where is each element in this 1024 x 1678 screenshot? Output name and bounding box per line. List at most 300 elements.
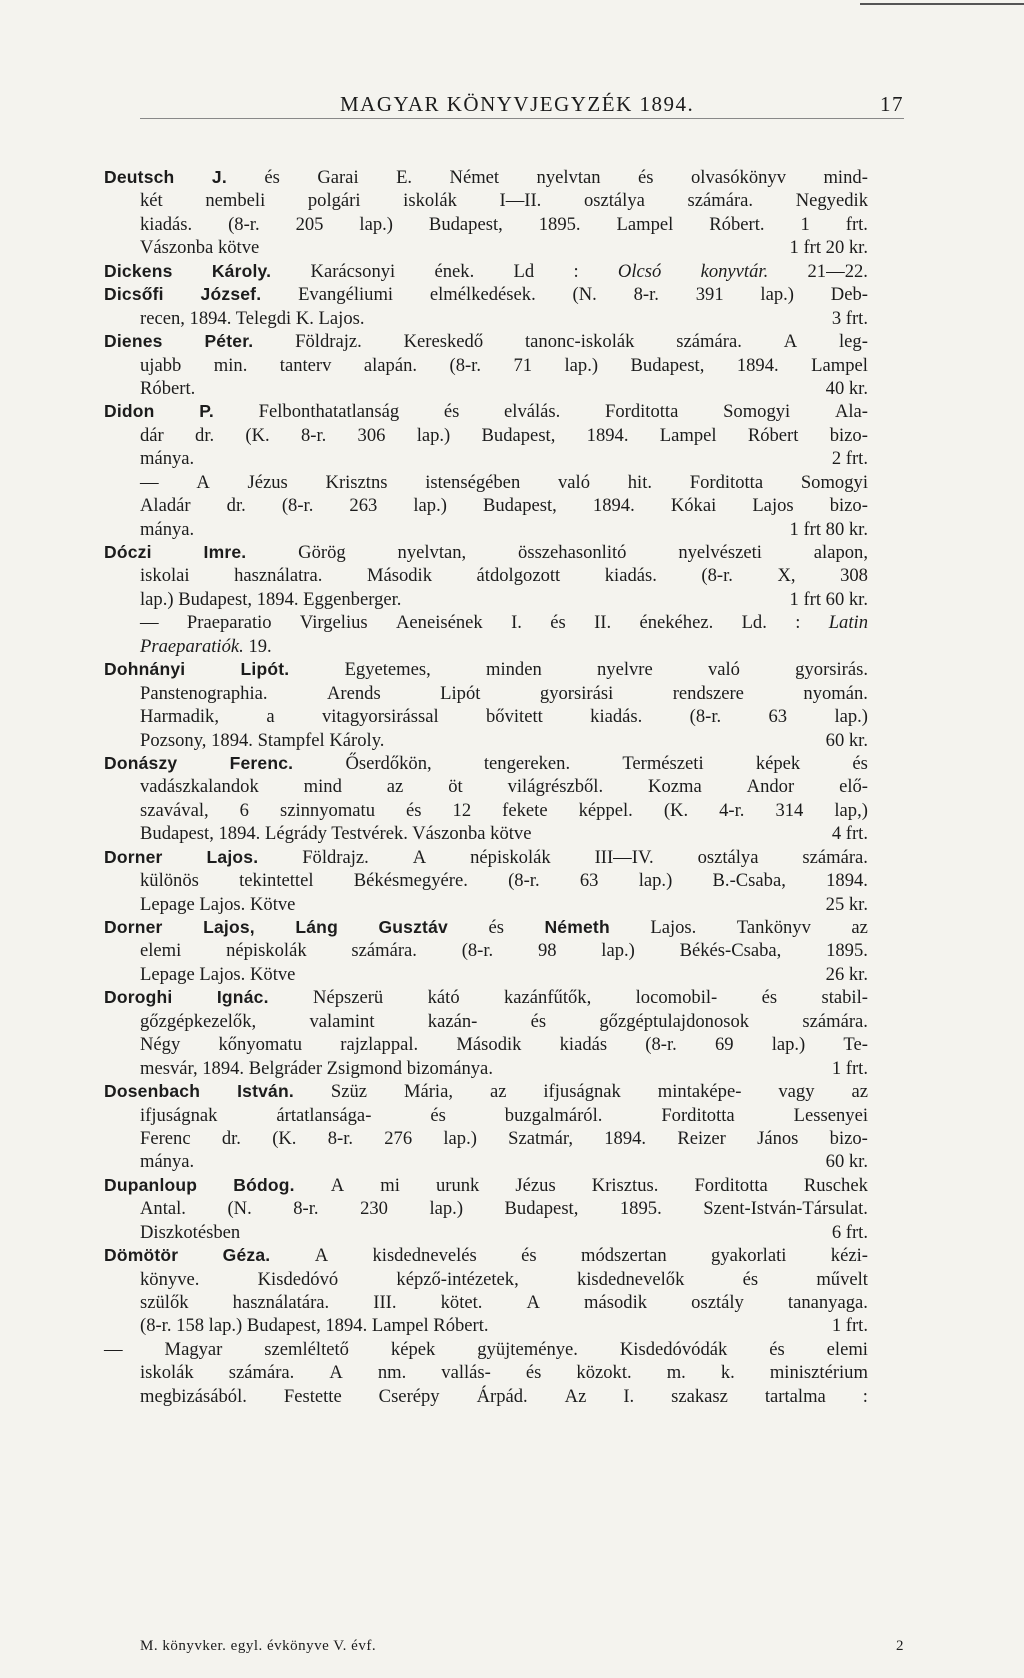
line-text: [140, 893, 295, 916]
word: Görög: [298, 542, 346, 563]
price: 1 frt 20 kr.: [789, 237, 868, 259]
text-line: [104, 822, 868, 845]
word: tekintettel: [239, 870, 314, 892]
text-segment: Pozsony, 1894. Stampfel Károly.: [140, 729, 385, 751]
line-text: [140, 729, 384, 752]
word: 1895.: [538, 213, 581, 235]
word: Arends: [327, 682, 381, 704]
word: olvasókönyv: [690, 167, 787, 188]
word: I.: [511, 612, 522, 634]
line-text: [140, 799, 868, 822]
word: m.: [666, 1362, 686, 1384]
word: 12: [452, 799, 472, 821]
word: osztálya: [583, 190, 645, 212]
word: használatra.: [234, 565, 323, 587]
line-text: [140, 1033, 868, 1056]
word: kisdednevelők: [576, 1268, 685, 1290]
word: A: [526, 1292, 540, 1313]
text-line: [104, 213, 868, 236]
word: Jézus: [515, 1174, 556, 1196]
line-text: [140, 307, 365, 330]
word: képző-intézetek,: [396, 1268, 519, 1290]
word: mintaképe-: [657, 1081, 742, 1103]
word: 69: [714, 1034, 734, 1056]
word: és: [769, 1338, 785, 1360]
word: 1894.: [586, 424, 629, 446]
word: X,: [777, 565, 796, 587]
text-line: [104, 1385, 868, 1408]
line-text: [104, 916, 868, 939]
header-rule: [140, 118, 904, 119]
word: iskolák: [403, 190, 457, 212]
text-line: [104, 729, 868, 752]
word: iskolák: [140, 1362, 194, 1384]
word: és: [430, 1104, 446, 1126]
text-line: [104, 588, 868, 611]
price: 1 frt 80 kr.: [789, 518, 868, 540]
text-line: [104, 986, 868, 1009]
word: :: [862, 1385, 868, 1407]
word: és: [525, 1362, 542, 1384]
word: és: [264, 167, 280, 188]
text-segment: recen, 1894. Telegdi K. Lajos.: [140, 307, 365, 329]
text-segment: Diszkotésben: [140, 1221, 241, 1243]
word: Budapest,: [630, 354, 705, 376]
word: Negyedik: [795, 190, 868, 212]
word: (8-r.: [689, 706, 722, 728]
word: és: [530, 1010, 547, 1032]
word: művelt: [816, 1268, 868, 1290]
word: gyorsirási: [539, 682, 614, 704]
text-line: [104, 1314, 868, 1337]
author-name: Dicsőfi: [104, 284, 164, 305]
word: tartalma: [764, 1385, 826, 1407]
text-line: [104, 424, 868, 447]
price: 1 frt.: [831, 1315, 868, 1337]
line-text: [140, 611, 868, 634]
price: 1 frt.: [831, 1057, 868, 1079]
line-text: [140, 963, 295, 986]
text-line: [104, 1197, 868, 1220]
word: 1894.: [604, 1127, 647, 1149]
word: kiadás: [559, 1034, 608, 1056]
text-line: [104, 518, 868, 541]
word: Német: [449, 167, 500, 188]
word: :: [795, 612, 801, 634]
word: k.: [720, 1362, 735, 1384]
line-text: [140, 471, 868, 494]
word: és: [488, 917, 504, 938]
word: leg-: [838, 331, 868, 353]
line-text: [140, 236, 259, 259]
author-name: Láng: [295, 917, 338, 937]
word: 314: [775, 799, 804, 821]
word: képpel.: [578, 799, 633, 821]
word: alapon,: [813, 542, 868, 563]
word: 1894.: [592, 495, 635, 517]
word: az: [489, 1081, 507, 1103]
line-text: [140, 494, 868, 517]
word: (8-r.: [281, 495, 314, 517]
author-name: Lajos.: [206, 846, 259, 867]
line-text: [104, 283, 868, 306]
word: Krisztns: [325, 471, 388, 493]
word: az: [386, 776, 404, 798]
word: rendszere: [672, 682, 744, 704]
text-line: [104, 236, 868, 259]
text-line: [104, 658, 868, 681]
text-line: [104, 1057, 868, 1080]
word: kőnyomatu: [218, 1034, 303, 1056]
text-line: [104, 1244, 868, 1267]
word: lap.): [771, 1034, 806, 1056]
word: Somogyi: [800, 471, 868, 493]
text-line: [104, 354, 868, 377]
word: bővitett: [486, 706, 543, 728]
word: (K.: [245, 424, 270, 446]
word: szinnyomatu: [279, 799, 376, 821]
word: Második: [366, 565, 433, 587]
word: 230: [360, 1198, 388, 1220]
word: (8-r.: [508, 870, 540, 892]
word: konyvtár.: [700, 260, 769, 282]
line-text: [140, 189, 868, 212]
word: Ld.: [741, 612, 767, 634]
word: 391: [695, 284, 724, 306]
word: (8-r.: [701, 565, 733, 587]
page-header: [140, 92, 904, 117]
word: nyomán.: [803, 682, 868, 704]
text-line: [104, 260, 868, 283]
catalog-entries: [104, 166, 868, 1408]
text-line: [104, 1221, 868, 1244]
word: lap.): [564, 354, 599, 376]
author-name: Gusztáv: [378, 917, 448, 937]
line-text: [140, 705, 868, 728]
text-line: [104, 471, 868, 494]
word: 1895.: [619, 1198, 662, 1220]
line-text: [140, 775, 868, 798]
text-line: [104, 893, 868, 916]
author-name: Dorner: [104, 846, 163, 867]
author-name: Dömötör: [104, 1245, 179, 1266]
word: öt: [448, 776, 463, 798]
word: kiadás.: [140, 213, 193, 235]
word: nyelvészeti: [678, 542, 762, 563]
text-line: [104, 1150, 868, 1173]
word: Karácsonyi: [310, 260, 396, 282]
word: dár: [140, 424, 164, 446]
word: és: [521, 1245, 537, 1267]
word: Szatmár,: [508, 1127, 573, 1149]
line-text: [140, 682, 868, 705]
text-segment: (8-r. 158 lap.) Budapest, 1894. Lampel Róbert.: [140, 1315, 489, 1337]
word: ifjuságnak: [543, 1081, 621, 1103]
author-name: Lajos,: [203, 917, 255, 937]
word: kisdednevelés: [372, 1245, 477, 1267]
author-name: Bódog.: [233, 1174, 295, 1195]
line-text: [140, 588, 401, 611]
line-text: [140, 1010, 868, 1033]
word: 63: [768, 706, 788, 728]
word: Ala-: [834, 401, 868, 423]
word: Aeneisének: [396, 612, 483, 634]
word: osztálya: [697, 846, 759, 868]
text-segment: mánya.: [140, 1151, 195, 1173]
word: Őserdőkön,: [345, 752, 432, 774]
word: 6: [239, 799, 249, 821]
word: lap.): [834, 706, 868, 728]
word: és: [406, 799, 422, 821]
word: vallás-: [441, 1362, 491, 1384]
word: tanonc-iskolák: [524, 331, 635, 353]
running-title: MAGYAR KÖNYVJEGYZÉK 1894.: [340, 92, 695, 116]
line-text: [140, 1197, 868, 1220]
line-text: [140, 354, 868, 377]
price: 3 frt.: [831, 307, 868, 329]
word: urunk: [435, 1174, 480, 1196]
word: —: [140, 612, 159, 634]
word: tananyaga.: [787, 1292, 868, 1313]
word: (N.: [572, 284, 597, 306]
author-name: Dohnányi: [104, 659, 186, 680]
author-name: Géza.: [222, 1245, 271, 1266]
word: Népszerü: [313, 987, 384, 1009]
word: Lajos: [752, 495, 794, 517]
line-text: [104, 1244, 868, 1267]
word: Lampel: [659, 424, 717, 446]
word: (8-r.: [228, 213, 260, 235]
word: való: [707, 659, 740, 681]
word: Panstenographia.: [140, 682, 268, 704]
word: lap.): [638, 870, 673, 892]
text-line: [104, 1127, 868, 1150]
author-name: Károly.: [211, 260, 272, 281]
word: nyelvre: [596, 659, 653, 681]
word: Ld: [513, 260, 535, 282]
author-name: Ferenc.: [229, 752, 294, 773]
text-line: [104, 799, 868, 822]
word: minisztérium: [769, 1362, 868, 1384]
word: szemléltető: [264, 1338, 349, 1360]
line-text: [104, 260, 868, 283]
word: Mária,: [403, 1081, 453, 1103]
word: elemi: [140, 940, 182, 962]
word: Deb-: [830, 284, 868, 306]
word: stabil-: [821, 987, 868, 1009]
line-text: [140, 1221, 240, 1244]
word: dr.: [226, 495, 246, 517]
word: lap.): [416, 424, 451, 446]
word: A: [783, 331, 798, 353]
author-name: István.: [237, 1081, 294, 1102]
line-text: [140, 213, 868, 236]
word: János: [757, 1127, 799, 1149]
price: 25 kr.: [825, 893, 868, 915]
word: vadászkalandok: [140, 776, 259, 798]
line-text: [140, 1150, 194, 1173]
author-name: Doroghi: [104, 987, 173, 1008]
line-text: [104, 658, 868, 681]
word: nm.: [377, 1362, 407, 1384]
line-text: [140, 377, 195, 400]
footer-sheet-number: 2: [896, 1638, 904, 1654]
line-text: [104, 166, 868, 189]
text-line: [104, 564, 868, 587]
scan-edge-line: [860, 3, 1024, 5]
word: Földrajz.: [302, 846, 369, 868]
word: (8-r.: [449, 354, 481, 376]
word: Budapest,: [504, 1198, 579, 1220]
word: kötet.: [440, 1292, 483, 1313]
word: szakasz: [671, 1385, 728, 1407]
word: Az: [564, 1385, 587, 1407]
word: :: [573, 260, 579, 282]
word: E.: [396, 167, 413, 188]
word: kazán-: [427, 1010, 478, 1032]
word: Lipót: [440, 682, 481, 704]
text-segment: Lepage Lajos. Kötve: [140, 963, 296, 985]
word: Békésmegyére.: [353, 870, 468, 892]
line-text: [140, 1268, 868, 1291]
word: A: [196, 471, 210, 493]
word: 263: [349, 495, 378, 517]
author-name: Németh: [544, 917, 610, 937]
line-text: [140, 518, 194, 541]
word: elő-: [839, 776, 868, 798]
word: 306: [357, 424, 386, 446]
word: osztály: [691, 1292, 744, 1313]
word: és: [761, 987, 778, 1009]
word: és: [742, 1268, 759, 1290]
word: Tankönyv: [736, 917, 811, 938]
word: lap.): [359, 213, 393, 235]
word: Kozma: [648, 776, 702, 798]
text-segment: Vászonba kötve: [140, 237, 260, 259]
word: Forditotta: [694, 1174, 768, 1196]
author-name: Lipót.: [240, 659, 290, 680]
word: ujabb: [140, 354, 182, 376]
word: való: [557, 471, 590, 493]
word: Lampel: [616, 213, 674, 235]
price: 4 frt.: [831, 823, 868, 845]
word: lap,): [834, 799, 868, 821]
word: Lessenyei: [793, 1104, 868, 1126]
word: iskolai: [140, 565, 190, 587]
line-text: [104, 330, 868, 353]
word: Budapest,: [482, 495, 557, 517]
word: szavával,: [140, 799, 209, 821]
text-line: [104, 307, 868, 330]
word: 63: [579, 870, 599, 892]
word: és: [638, 167, 654, 188]
word: 276: [384, 1127, 413, 1149]
word: fekete: [502, 799, 548, 821]
word: gőzgépkezelők,: [140, 1010, 257, 1032]
line-text: [104, 1080, 868, 1103]
word: Budapest,: [428, 213, 503, 235]
line-text: [140, 869, 868, 892]
word: különös: [140, 870, 199, 892]
text-segment: Lepage Lajos. Kötve: [140, 893, 296, 915]
author-name: Dupanloup: [104, 1174, 198, 1195]
word: szülők: [140, 1292, 189, 1313]
word: Somogyi: [723, 401, 791, 423]
word: III—IV.: [594, 846, 654, 868]
text-line: [104, 611, 868, 634]
word: lap.): [601, 940, 635, 962]
word: Kisdedóvódák: [619, 1338, 728, 1360]
word: polgári: [307, 190, 361, 212]
text-segment: mánya.: [140, 518, 195, 540]
word: világrészből.: [507, 776, 604, 798]
word: kiadás.: [604, 565, 657, 587]
word: Felbonthatatlanság: [258, 401, 400, 423]
author-name: Dorner: [104, 917, 163, 937]
word: Festette: [283, 1385, 342, 1407]
word: (K.: [663, 799, 689, 821]
page-number: 17: [880, 92, 904, 116]
text-line: [104, 283, 868, 306]
price: 26 kr.: [825, 963, 868, 985]
word: valamint: [309, 1010, 375, 1032]
text-line: [104, 916, 868, 939]
word: Latin: [828, 612, 868, 634]
text-line: [104, 752, 868, 775]
word: könyve.: [140, 1268, 200, 1290]
author-name: Didon: [104, 401, 155, 422]
price: 60 kr.: [825, 1151, 868, 1173]
word: (8-r.: [461, 940, 494, 962]
word: minden: [486, 659, 542, 681]
word: A: [412, 846, 427, 868]
word: (K.: [272, 1127, 297, 1149]
text-segment: Róbert.: [140, 377, 196, 399]
word: —: [104, 1338, 123, 1360]
word: számára.: [687, 190, 754, 212]
text-line: [104, 494, 868, 517]
word: B.-Csaba,: [712, 870, 786, 892]
word: 8-r.: [327, 1127, 354, 1149]
word: mind: [303, 776, 342, 798]
word: Szüz: [330, 1081, 368, 1103]
word: Kókai: [670, 495, 717, 517]
word: megbizásából.: [140, 1385, 247, 1407]
author-name: Deutsch: [104, 167, 175, 187]
word: dr.: [195, 424, 215, 446]
text-line: [104, 1268, 868, 1291]
text-line: [104, 1361, 868, 1384]
word: az: [851, 917, 868, 938]
text-line: [104, 1291, 868, 1314]
word: istenségében: [425, 471, 521, 493]
word: tanterv: [279, 354, 332, 376]
price: 2 frt.: [831, 448, 868, 470]
word: Harmadik,: [140, 706, 219, 728]
text-line: [104, 330, 868, 353]
word: és: [852, 752, 868, 774]
text-line: [104, 377, 868, 400]
footer-signature-text: M. könyvker. egyl. évkönyve V. évf.: [140, 1638, 377, 1654]
word: gyakorlati: [711, 1245, 787, 1267]
word: Te-: [843, 1034, 868, 1056]
text-line: [104, 869, 868, 892]
word: Ferenc: [140, 1127, 191, 1149]
word: I.: [623, 1385, 635, 1407]
author-name: Péter.: [204, 331, 254, 352]
word: Lajos.: [650, 917, 697, 938]
word: nembeli: [205, 190, 266, 212]
